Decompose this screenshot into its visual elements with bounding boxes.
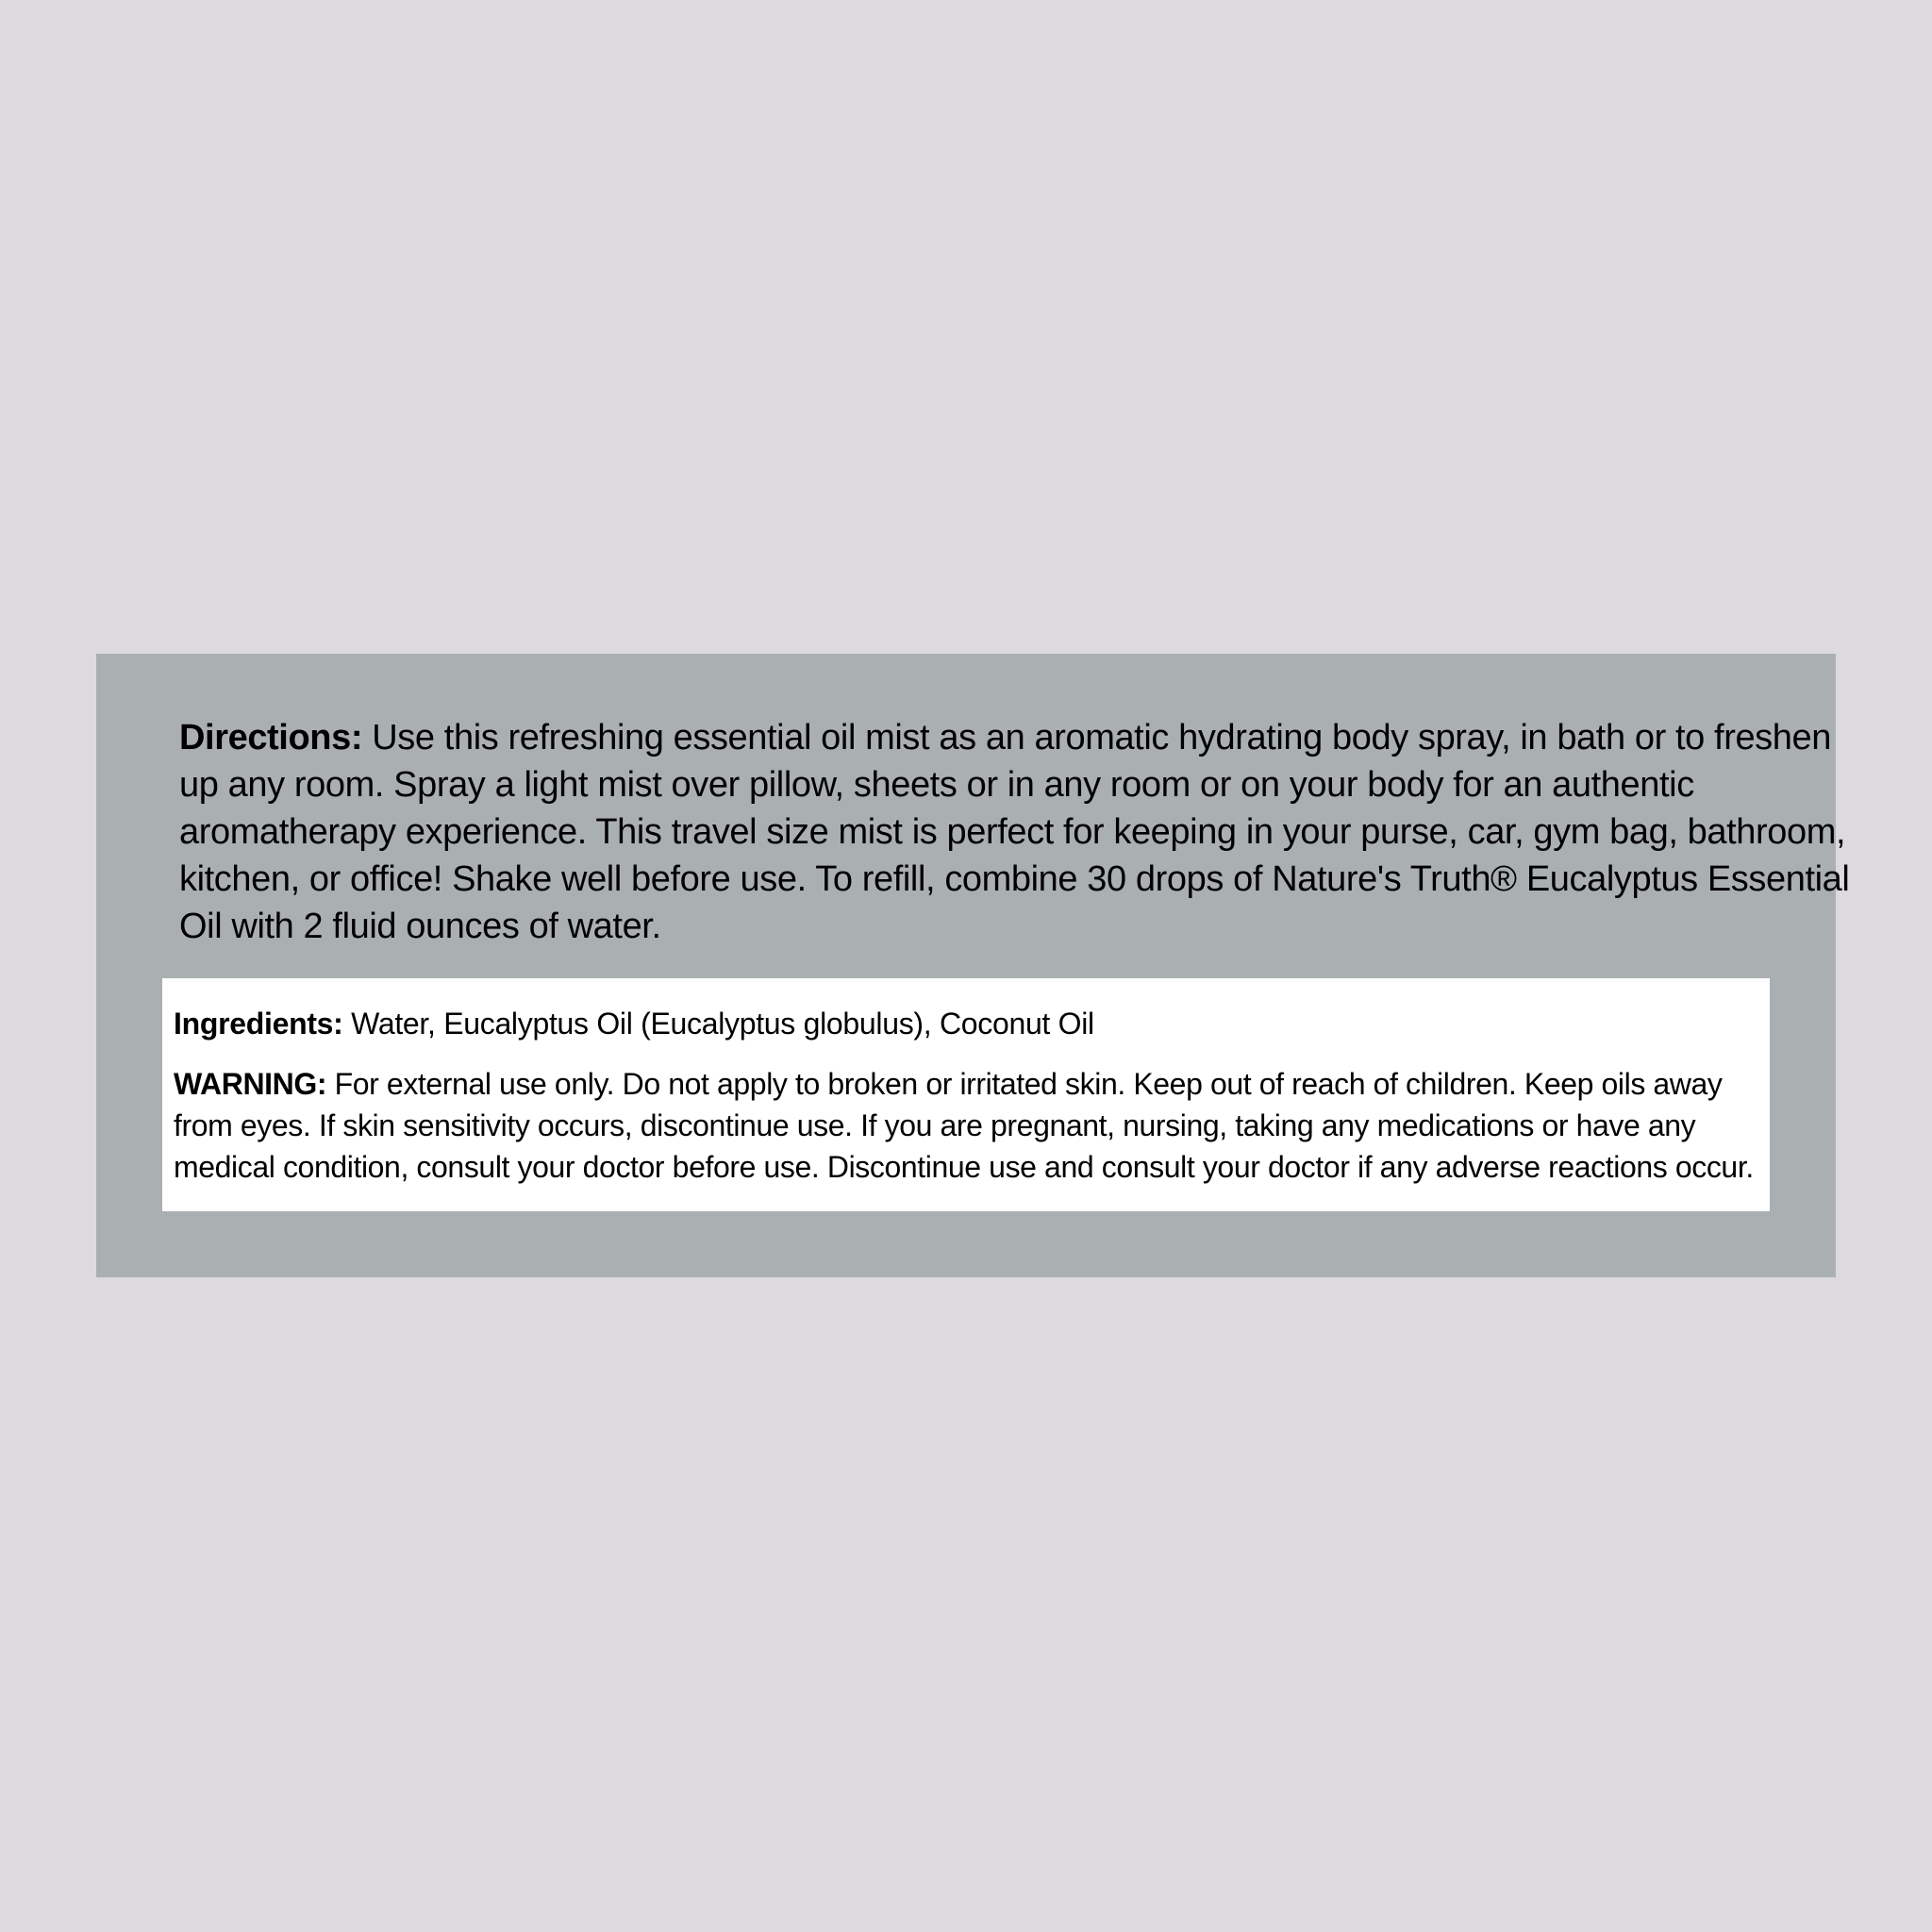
warning-text: For external use only. Do not apply to broken or irritated skin. Keep out of reach of children. Keep oils away from eyes. If skin sensitivity occurs, discontinue use. If you are pregnant, nursing, taking any medications or have any medical condition, consult your doctor before use. Discontinue use and consult your doctor if any adverse reactions occur. <box>174 1067 1754 1184</box>
directions-label: Directions: <box>179 718 363 758</box>
ingredients-warning-box <box>162 978 1770 1211</box>
warning-label: WARNING: <box>174 1067 327 1101</box>
warning-paragraph <box>174 1063 1758 1188</box>
label-panel <box>96 654 1850 1277</box>
ingredients-text: Water, Eucalyptus Oil (Eucalyptus globulus), Coconut Oil <box>351 1007 1094 1041</box>
directions-text: Use this refreshing essential oil mist as an aromatic hydrating body spray, in bath or to freshen up any room. Spray a light mist over pillow, sheets or in any room or on your body for an authentic aromatherapy experience. This travel size mist is perfect for keeping in your purse, car, gym bag, bathroom, kitchen, or office! Shake well before use. To refill, combine 30 drops of Nature's Truth® Eucalyptus Essential Oil with 2 fluid ounces of water. <box>179 718 1850 946</box>
ingredients-label: Ingredients: <box>174 1007 343 1041</box>
ingredients-paragraph <box>174 1005 1758 1042</box>
directions-paragraph <box>179 714 1858 950</box>
